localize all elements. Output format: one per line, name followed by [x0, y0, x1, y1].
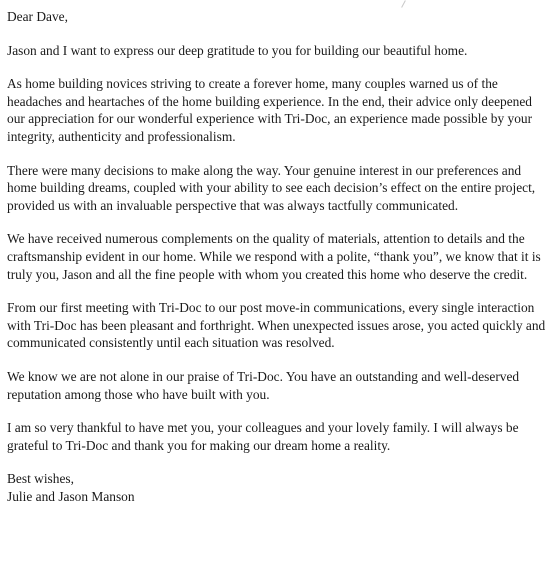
paragraph-decisions: There were many decisions to make along the way. Your genuine interest in our preferences and home building dreams, coupled with your ability to see each decision’s effect on the entire project, provided us with an invaluable perspective that was always tactfully communicated.: [7, 162, 536, 213]
scan-mark: [401, 0, 406, 8]
letter-greeting: Dear Dave,: [7, 9, 68, 24]
paragraph-novices: As home building novices striving to create a forever home, many couples warned us of the headaches and heartaches of the home building experience. In the end, their advice only deepened our appreciation for our wonderful experience with Tri-Doc, an experience made possible by your integrity, authenticity and professionalism.: [7, 76, 533, 144]
paragraph-thankful: I am so very thankful to have met you, your colleagues and your lovely family. I will always be grateful to Tri-Doc and thank you for making our dream home a reality.: [7, 420, 519, 453]
letter: [7, 8, 547, 505]
paragraph-communications: From our first meeting with Tri-Doc to our post move-in communications, every single interaction with Tri-Doc has been pleasant and forthright. When unexpected issues arose, you acted quickly and communicated consistently until each situation was resolved.: [7, 300, 546, 351]
letter-signature: Julie and Jason Manson: [7, 488, 135, 504]
paragraph-complements: We have received numerous complements on the quality of materials, attention to details and the craftsmanship evident in our home. While we respond with a polite, “thank you”, we know that it is truly you, Jason and all the fine people with whom you created this home who deserve the credit.: [7, 231, 541, 282]
paragraph-gratitude: Jason and I want to express our deep gratitude to you for building our beautiful home.: [7, 42, 468, 58]
letter-closing: Best wishes,: [7, 471, 74, 487]
paragraph-reputation: We know we are not alone in our praise of Tri-Doc. You have an outstanding and well-deserved reputation among those who have built with you.: [7, 368, 520, 402]
